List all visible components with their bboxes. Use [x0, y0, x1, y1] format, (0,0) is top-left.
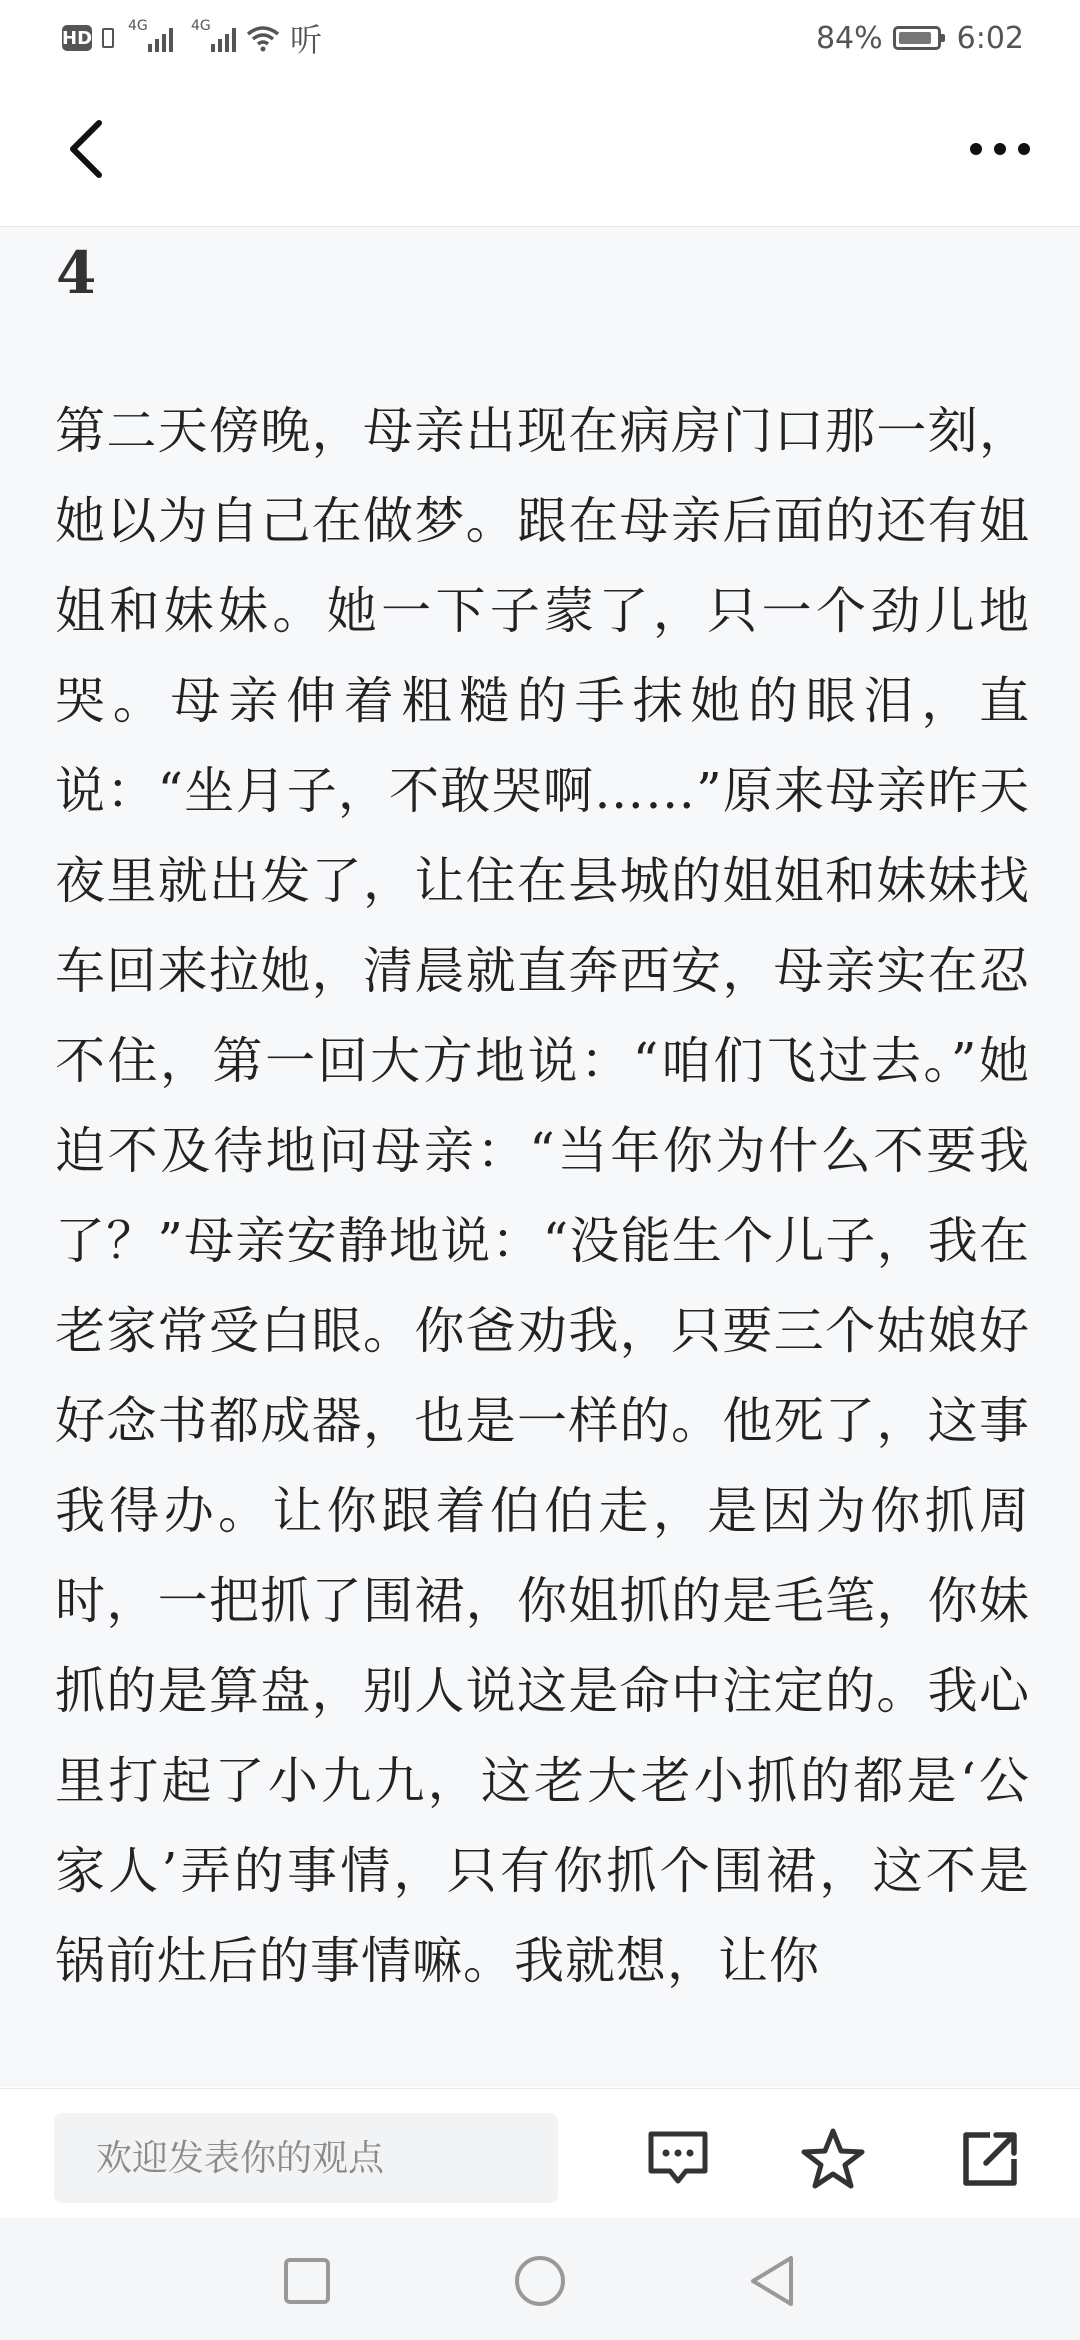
status-extra-label: 听	[290, 21, 323, 59]
favorite-button[interactable]	[793, 2119, 873, 2199]
article-content[interactable]	[0, 227, 1080, 2087]
comment-input[interactable]	[54, 2113, 558, 2203]
signal-icon-2	[191, 18, 236, 52]
hd-badge: HD	[62, 25, 92, 51]
system-nav-bar	[0, 2218, 1080, 2340]
chevron-left-icon	[65, 117, 105, 181]
more-options-button[interactable]	[960, 114, 1040, 184]
home-button[interactable]	[505, 2246, 575, 2316]
status-bar	[0, 0, 1080, 76]
chapter-number: 4	[56, 239, 97, 307]
recent-apps-button[interactable]	[272, 2246, 342, 2316]
back-button[interactable]	[50, 114, 120, 184]
share-icon	[960, 2129, 1020, 2189]
status-left	[62, 15, 322, 61]
network-type-label-2: 4G	[191, 18, 211, 34]
comments-button[interactable]	[638, 2119, 718, 2199]
app-bar	[0, 76, 1080, 227]
battery-percent: 84%	[815, 20, 883, 56]
comment-bar	[0, 2088, 1080, 2219]
sim-card-icon	[102, 28, 114, 48]
network-type-label: 4G	[128, 18, 148, 34]
triangle-back-icon	[747, 2254, 797, 2308]
comment-icon	[646, 2129, 710, 2189]
more-horizontal-icon	[968, 141, 1032, 157]
article-body: 第二天傍晚，母亲出现在病房门口那一刻，她以为自己在做梦。跟在母亲后面的还有姐姐和妹妹。她一下子蒙了，只一个劲儿地哭。母亲伸着粗糙的手抹她的眼泪，直说：“坐月子，不敢哭啊……”原来母亲昨天夜里就出发了，让住在县城的姐姐和妹妹找车回来拉她，清晨就直奔西安，母亲实在忍不住，第一回大方地说：“咱们飞过去。”她迫不及待地问母亲：“当年你为什么不要我了？”母亲安静地说：“没能生个儿子，我在老家常受白眼。你爸劝我，只要三个姑娘好好念书都成器，也是一样的。他死了，这事我得办。让你跟着伯伯走，是因为你抓周时，一把抓了围裙，你姐抓的是毛笔，你妹抓的是算盘，别人说这是命中注定的。我心里打起了小九九，这老大老小抓的都是‘公家人’弄的事情，只有你抓个围裙，这不是锅前灶后的事情嘛。我就想，让你	[55, 402, 1030, 1990]
battery-icon	[893, 26, 941, 50]
nav-back-button[interactable]	[737, 2246, 807, 2316]
status-right	[816, 21, 1024, 56]
share-button[interactable]	[950, 2119, 1030, 2199]
clock: 6:02	[956, 20, 1024, 56]
circle-icon	[513, 2254, 567, 2308]
signal-icon	[128, 18, 173, 52]
star-icon	[800, 2127, 866, 2191]
wifi-icon	[246, 24, 280, 52]
square-icon	[282, 2256, 332, 2306]
